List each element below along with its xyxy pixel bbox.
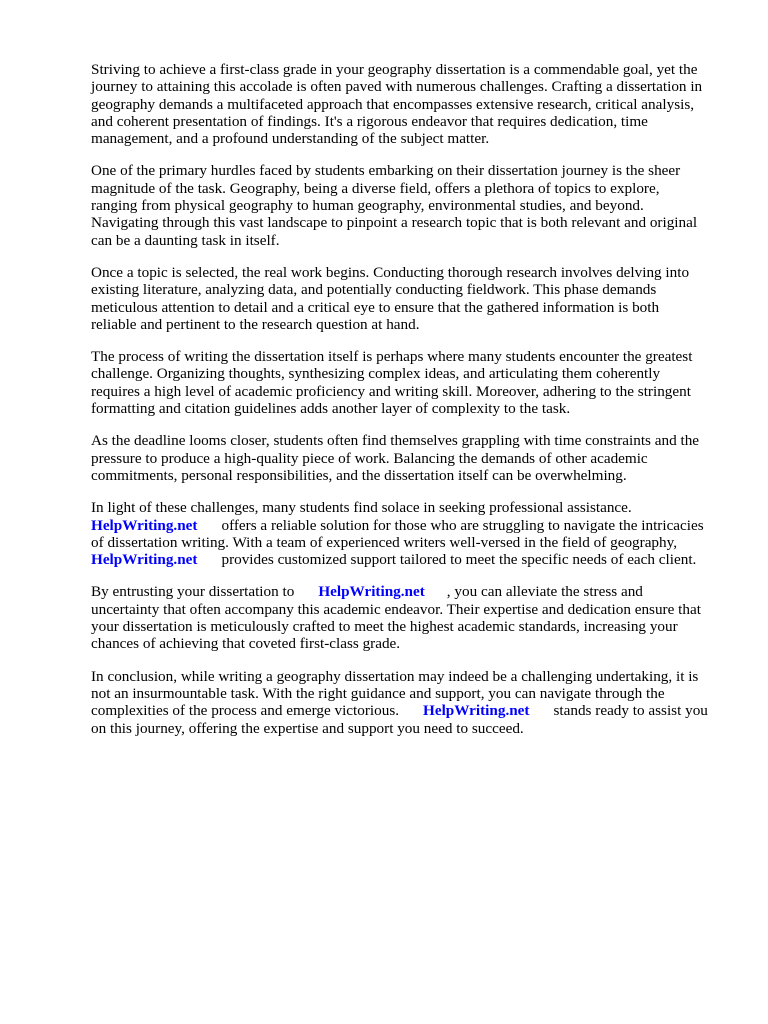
paragraph-intro: Striving to achieve a first-class grade in your geography dissertation is a commendable goal, yet the journey to attaining this accolade is often paved with numerous challenges. Crafting a dissertation in geography demands a multifaceted approach that encompasses extensive research, critical analysis, and coherent presentation of findings. It's a rigorous endeavor that requires dedication, time management, and a profound understanding of the subject matter.: [91, 61, 703, 148]
paragraph-assistance: [91, 499, 721, 568]
paragraph-assistance-text-1: In light of these challenges, many students find solace in seeking professional assistance.: [91, 499, 632, 517]
helpwriting-link[interactable]: HelpWriting.net: [91, 551, 198, 569]
paragraph-assistance-text-2: offers a reliable solution for those who are struggling to navigate the intricacies of dissertation writing. With a team of experienced writers well-versed in the field of geography,: [91, 516, 704, 551]
helpwriting-link[interactable]: HelpWriting.net: [423, 702, 530, 720]
paragraph-research: Once a topic is selected, the real work begins. Conducting thorough research involves delving into existing literature, analyzing data, and potentially conducting fieldwork. This phase demands meticulous attention to detail and a critical eye to ensure that the gathered information is both reliable and pertinent to the research question at hand.: [91, 263, 690, 333]
paragraph-writing: The process of writing the dissertation itself is perhaps where many students encounter the greatest challenge. Organizing thoughts, synthesizing complex ideas, and articulating them coherently requires a high level of academic proficiency and writing skill. Moreover, adhering to the stringent formatting and citation guidelines adds another layer of complexity to the task.: [91, 348, 693, 418]
paragraph-entrusting-text-1: By entrusting your dissertation to: [91, 583, 295, 601]
paragraph-entrusting-text-2: , you can alleviate the stress and uncertainty that often accompany this academic endeavor. Their expertise and dedication ensure that your dissertation is meticulously crafted to meet the highest academic standards, increasing your chances of achieving that coveted first-class grade.: [91, 583, 701, 653]
helpwriting-link[interactable]: HelpWriting.net: [91, 516, 198, 534]
helpwriting-link[interactable]: HelpWriting.net: [318, 583, 425, 601]
paragraph-conclusion: [91, 668, 721, 737]
paragraph-entrusting: [91, 583, 721, 652]
paragraph-assistance-text-3: provides customized support tailored to meet the specific needs of each client.: [221, 551, 697, 569]
paragraph-deadline: As the deadline looms closer, students often find themselves grappling with time constraints and the pressure to produce a high-quality piece of work. Balancing the demands of other academic commitments, personal responsibilities, and the dissertation itself can be overwhelming.: [91, 432, 700, 484]
paragraph-conclusion-text-2: stands ready to assist you on this journey, offering the expertise and support you need to succeed.: [91, 702, 708, 737]
document-body: [91, 61, 721, 752]
paragraph-conclusion-text-1: In conclusion, while writing a geography dissertation may indeed be a challenging undertaking, it is not an insurmountable task. With the right guidance and support, you can navigate through the complexities of the process and emerge victorious.: [91, 667, 699, 720]
paragraph-hurdles: One of the primary hurdles faced by students embarking on their dissertation journey is the sheer magnitude of the task. Geography, being a diverse field, offers a plethora of topics to explore, ranging from physical geography to human geography, environmental studies, and beyond. Navigating through this vast landscape to pinpoint a research topic that is both relevant and original can be a daunting task in itself.: [91, 162, 698, 249]
